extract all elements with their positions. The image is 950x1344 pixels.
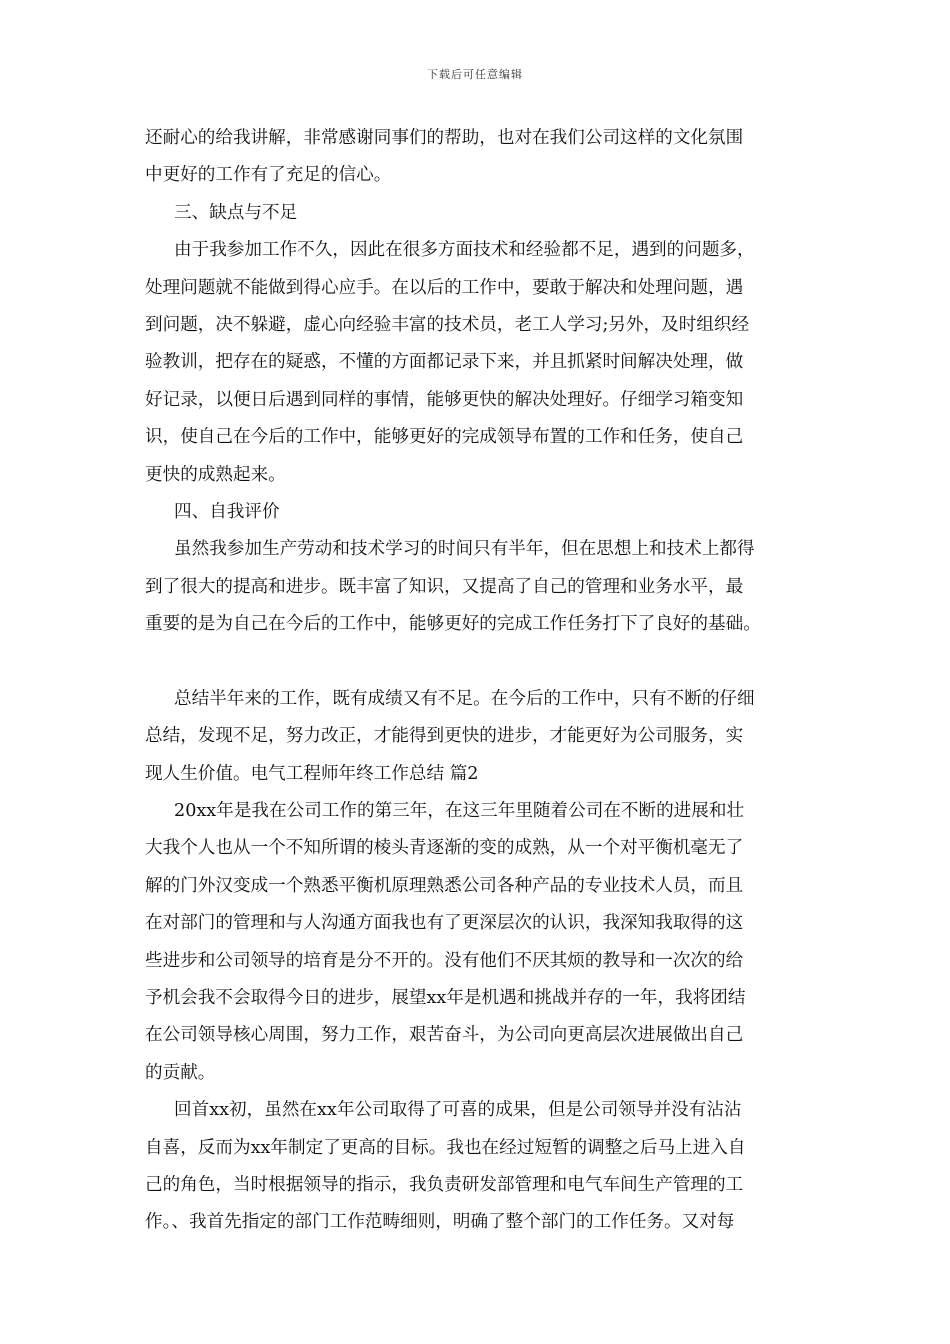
text-line: 解的门外汉变成一个熟悉平衡机原理熟悉公司各种产品的专业技术人员，而且 (145, 875, 744, 896)
text-line: 虽然我参加生产劳动和技术学习的时间只有半年，但在思想上和技术上都得 (174, 539, 755, 560)
blank-line (145, 643, 810, 680)
text-line: 识，使自己在今后的工作中，能够更好的完成领导布置的工作和任务，使自己 (145, 427, 744, 448)
text-line: 由于我参加工作不久，因此在很多方面技术和经验都不足，遇到的问题多， (174, 240, 755, 261)
text-line: 到问题，决不躲避，虚心向经验丰富的技术员，老工人学习;另外，及时组织经 (145, 314, 750, 335)
text-line: 在对部门的管理和与人沟通方面我也有了更深层次的认识，我深知我取得的这 (145, 913, 744, 934)
text-line: 在公司领导核心周围，努力工作，艰苦奋斗，为公司向更高层次进展做出自己 (145, 1025, 744, 1046)
text-line: 自喜，反而为xx年制定了更高的目标。我也在经过短暂的调整之后马上进入自 (145, 1137, 746, 1158)
text-line: 的贡献。 (145, 1062, 216, 1083)
text-line: 回首xx初，虽然在xx年公司取得了可喜的成果，但是公司领导并没有沾沾 (174, 1100, 742, 1121)
text-line: 还耐心的给我讲解，非常感谢同事们的帮助，也对在我们公司这样的文化氛围 (145, 128, 744, 148)
text-line: 总结半年来的工作，既有成绩又有不足。在今后的工作中，只有不断的仔细 (174, 688, 755, 709)
text-line: 作。、我首先指定的部门工作范畴细则，明确了整个部门的工作任务。又对每 (145, 1212, 735, 1233)
text-line: 己的角色，当时根据领导的指示，我负责研发部管理和电气车间生产管理的工 (145, 1174, 744, 1195)
text-line: 到了很大的提高和进步。既丰富了知识，又提高了自己的管理和业务水平，最 (145, 576, 744, 597)
text-line: 大我个人也从一个不知所谓的棱头青逐渐的变的成熟，从一个对平衡机毫无了 (145, 838, 744, 859)
text-line: 现人生价值。电气工程师年终工作总结 篇2 (145, 763, 479, 784)
text-line: 重要的是为自己在今后的工作中，能够更好的完成工作任务打下了良好的基础。 (145, 614, 761, 635)
text-line: 处理问题就不能做到得心应手。在以后的工作中，要敢于解决和处理问题，遇 (145, 277, 744, 298)
text-line: 予机会我不会取得今日的进步，展望xx年是机遇和挑战并存的一年，我将团结 (145, 987, 746, 1008)
document-body (145, 120, 810, 1242)
text-line: 验教训，把存在的疑惑，不懂的方面都记录下来，并且抓紧时间解决处理，做 (145, 352, 744, 373)
text-line: 中更好的工作有了充足的信心。 (145, 165, 392, 186)
text-line: 三、缺点与不足 (174, 202, 298, 223)
page-header-note: 下载后可任意编辑 (427, 68, 523, 81)
text-line: 好记录，以便日后遇到同样的事情，能够更快的解决处理好。仔细学习箱变知 (145, 389, 744, 410)
text-line: 些进步和公司领导的培育是分不开的。没有他们不厌其烦的教导和一次次的给 (145, 950, 744, 971)
text-line: 总结，发现不足，努力改正，才能得到更快的进步，才能更好为公司服务，实 (145, 726, 744, 747)
text-line: 四、自我评价 (174, 501, 280, 522)
text-line: 更快的成熟起来。 (145, 464, 286, 485)
text-line: 20xx年是我在公司工作的第三年，在这三年里随着公司在不断的进展和壮 (174, 801, 745, 822)
